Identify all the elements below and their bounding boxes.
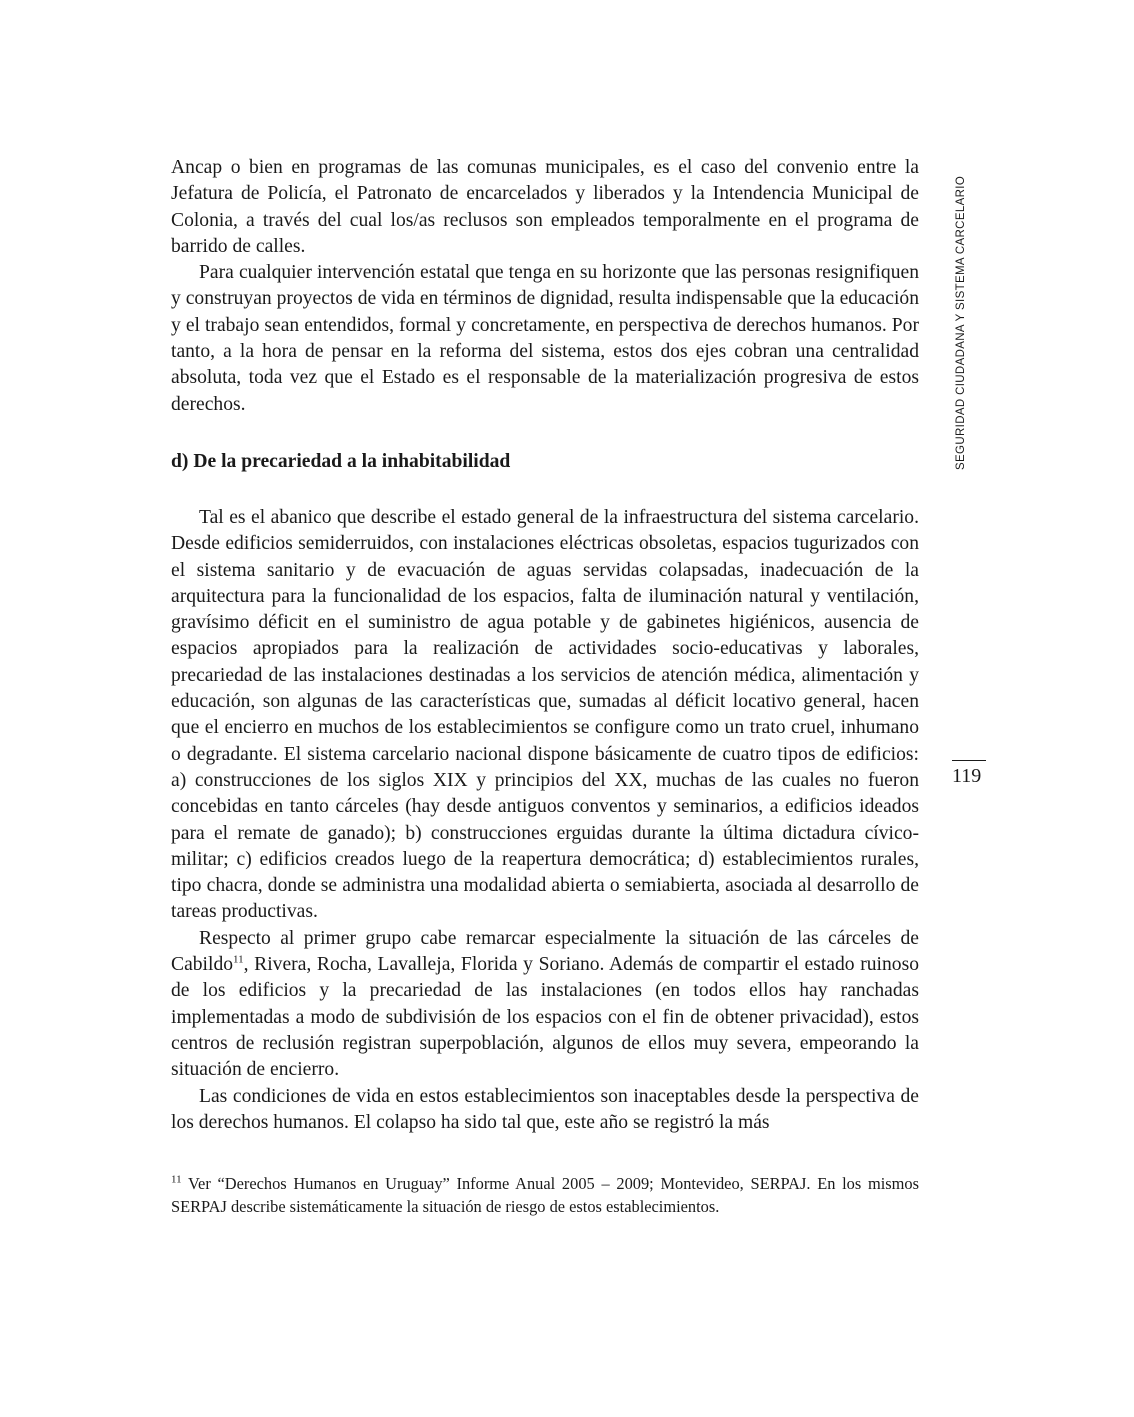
page-number: 119: [952, 765, 982, 787]
paragraph-infraestructura: Tal es el abanico que describe el estado general de la infraestructura del sistema carcelario. Desde edificios semiderruidos, con instalaciones eléctricas obsoletas, espacios tugurizados con el sistema sanitario y de evacuación de aguas servidas colapsadas, inadecuación de la arquitectura para la funcionalidad de los espacios, falta de iluminación natural y ventilación, gravísimo déficit en el suministro de agua potable y de gabinetes higiénicos, ausencia de espacios apropiados para la realización de actividades socio-educativas y laborales, precariedad de las instalaciones destinadas a los servicios de atención médica, alimentación y educación, son algunas de las características que, sumadas al déficit locativo general, hacen que el encierro en muchos de los establecimientos se configure como un trato cruel, inhumano o degradante. El sistema carcelario nacional dispone básicamente de cuatro tipos de edificios: a) construcciones de los siglos XIX y principios del XX, muchas de las cuales no fueron concebidas en tanto cárceles (hay desde antiguos conventos y seminarios, a edificios ideados para el remate de ganado); b) construcciones erguidas durante la última dictadura cívico-militar; c) edificios creados luego de la reapertura democrática; d) establecimientos rurales, tipo chacra, donde se administra una modalidad abierta o semiabierta, asociada al desarrollo de tareas productivas.: [171, 506, 919, 923]
main-text: [171, 155, 919, 1136]
footnote-11: [171, 1172, 919, 1218]
footnotes: [171, 1172, 919, 1218]
paragraph-cabildo-start: Respecto al primer grupo cabe remarcar especialmente la situación de las cárceles de Cabildo: [171, 927, 919, 976]
paragraph-convenio: Ancap o bien en programas de las comunas municipales, es el caso del convenio entre la Jefatura de Policía, el Patronato de encarcelados y liberados y la Intendencia Municipal de Colonia, a través del cual los/as reclusos son empleados temporalmente en el programa de barrido de calles.: [171, 157, 919, 257]
paragraph-cabildo-end: , Rivera, Rocha, Lavalleja, Florida y Soriano. Además de compartir el estado ruinoso de los edificios y la precariedad de las instalaciones (en todos ellos hay ranchadas implementadas a modo de subdivisión de los espacios con el fin de obtener privacidad), estos centros de reclusión registran superpoblación, algunos de ellos muy severa, empeorando la situación de encierro.: [171, 954, 919, 1081]
paragraph-intervencion: Para cualquier intervención estatal que tenga en su horizonte que las personas resignifiquen y construyan proyectos de vida en términos de dignidad, resulta indispensable que la educación y el trabajo sean entendidos, formal y concretamente, en perspectiva de derechos humanos. Por tanto, a la hora de pensar en la reforma del sistema, estos dos ejes cobran una centralidad absoluta, toda vez que el Estado es el responsable de la materialización progresiva de estos derechos.: [171, 262, 919, 415]
running-header: SEGURIDAD CIUDADANA Y SISTEMA CARCELARIO: [955, 175, 967, 470]
paragraph-condiciones: Las condiciones de vida en estos establecimientos son inaceptables desde la perspectiva de los derechos humanos. El colapso ha sido tal que, este año se registró la más: [171, 1085, 919, 1133]
footnote-reference: 11: [233, 953, 244, 966]
section-heading: d) De la precariedad a la inhabitabilidad: [171, 450, 511, 472]
footnote-text: Ver “Derechos Humanos en Uruguay” Informe Anual 2005 – 2009; Montevideo, SERPAJ. En los mismos SERPAJ describe sistemáticamente la situación de riesgo de estos establecimientos.: [171, 1174, 919, 1216]
paragraph-cabildo: [171, 926, 919, 1084]
footnote-number: 11: [171, 1173, 182, 1186]
page-number-rule: [952, 760, 986, 761]
